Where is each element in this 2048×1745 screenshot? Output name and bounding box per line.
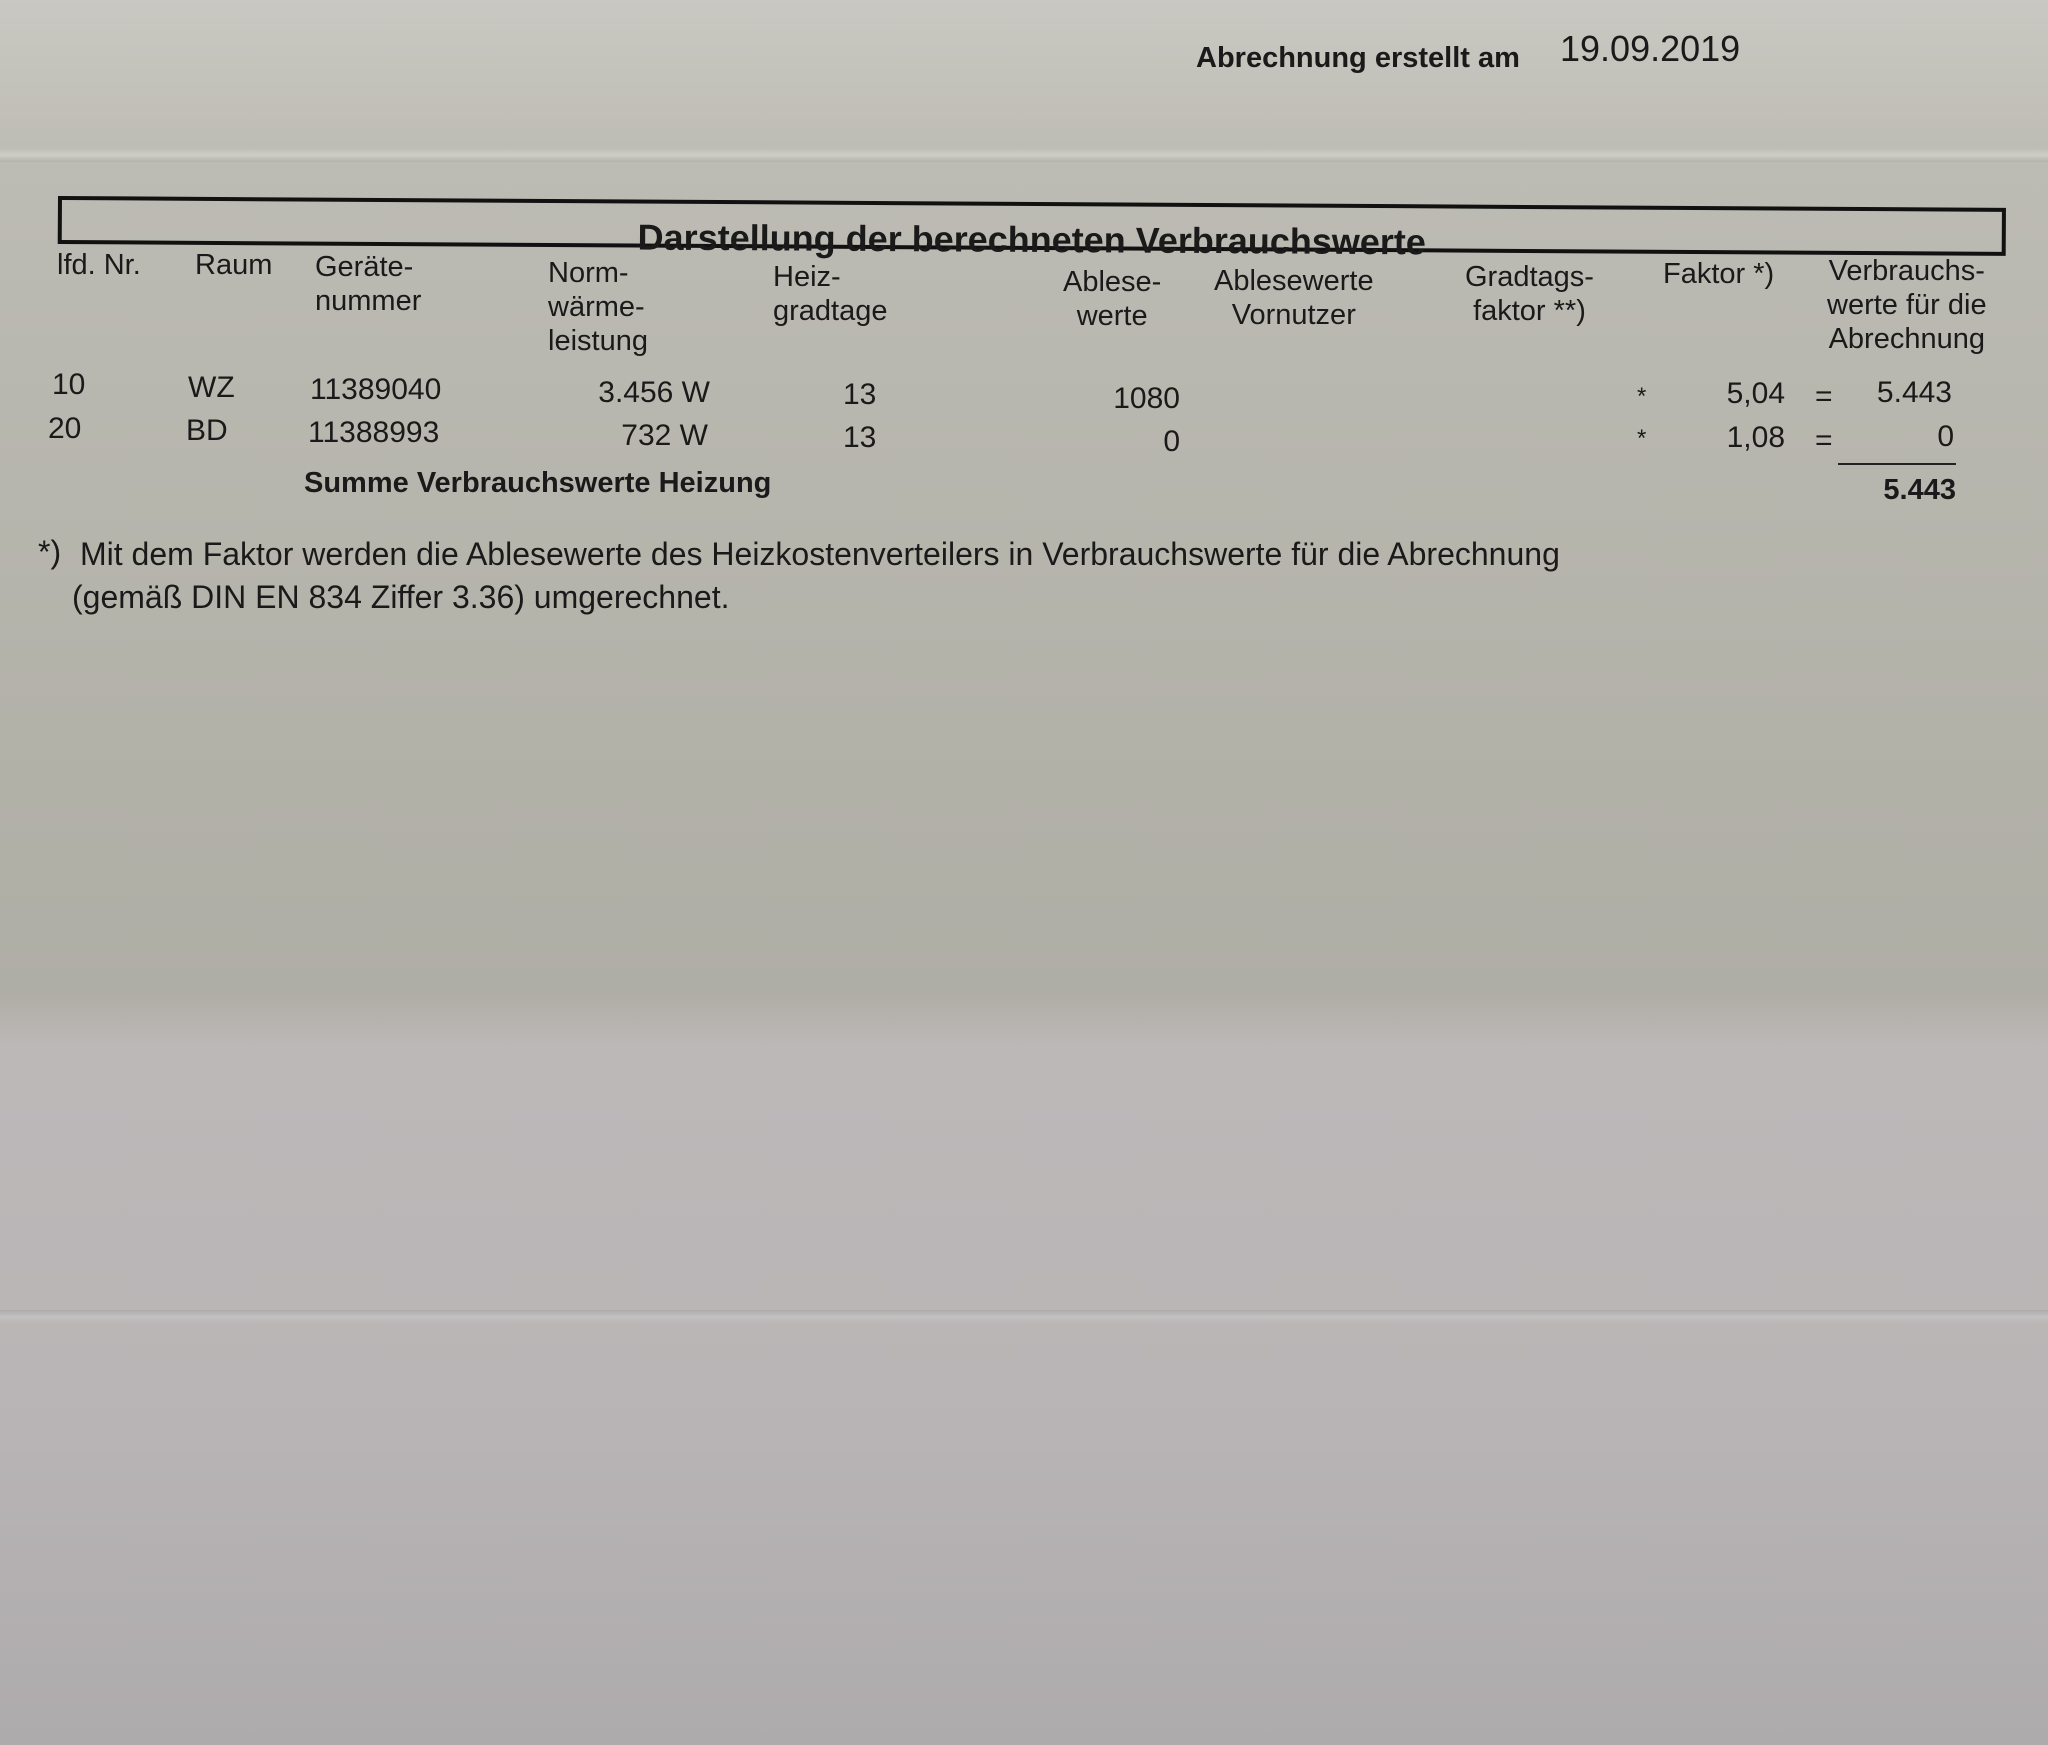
cell-faktor: 1,08 xyxy=(1726,421,1785,454)
col-header-raum: Raum xyxy=(195,249,273,281)
cell-eq: = xyxy=(1815,424,1833,457)
col-header-nr: lfd. Nr. xyxy=(57,249,141,281)
sum-label: Summe Verbrauchswerte Heizung xyxy=(304,467,772,499)
col-header-leistung: Norm- wärme- leistung xyxy=(548,257,648,357)
cell-geraet: 11388993 xyxy=(308,416,440,449)
cell-gradtage: 13 xyxy=(843,378,877,411)
cell-mul: * xyxy=(1637,383,1647,410)
table-title-box xyxy=(58,196,2006,263)
created-label: Abrechnung erstellt am xyxy=(1196,42,1520,74)
col-header-vornutzer: Ablesewerte Vornutzer xyxy=(1214,265,1374,331)
col-header-faktor: Faktor *) xyxy=(1663,258,1775,290)
cell-verbrauch: 5.443 xyxy=(1876,376,1952,409)
cell-leistung: 732 W xyxy=(621,419,708,452)
created-date: 19.09.2019 xyxy=(1560,28,1741,69)
cell-raum: WZ xyxy=(188,371,235,404)
cell-ablesewert: 1080 xyxy=(1113,382,1180,415)
col-header-ablesewerte: Ablese- werte xyxy=(1063,266,1162,332)
cell-faktor: 5,04 xyxy=(1726,377,1785,410)
cell-mul: * xyxy=(1637,425,1647,452)
cell-verbrauch: 0 xyxy=(1937,420,1954,453)
footnote-line-1: Mit dem Faktor werden die Ablesewerte des Heizkostenverteilers in Verbrauchswerte für die Abrechnung xyxy=(80,536,1560,572)
cell-raum: BD xyxy=(186,414,228,447)
footnote-marker: *) xyxy=(38,534,62,570)
cell-eq: = xyxy=(1815,380,1833,413)
table-title: Darstellung der berechneten Verbrauchswerte xyxy=(637,216,1427,263)
footnote-line-2: (gemäß DIN EN 834 Ziffer 3.36) umgerechnet. xyxy=(72,579,730,615)
cell-ablesewert: 0 xyxy=(1163,425,1180,458)
cell-geraet: 11389040 xyxy=(310,373,442,406)
sum-value: 5.443 xyxy=(1883,474,1956,506)
cell-nr: 10 xyxy=(52,368,86,401)
col-header-verbrauch: Verbrauchs- werte für die Abrechnung xyxy=(1827,255,1987,355)
paper-fold-top xyxy=(0,148,2048,162)
paper-fold-bottom xyxy=(0,1310,2048,1324)
cell-leistung: 3.456 W xyxy=(598,376,710,409)
cell-nr: 20 xyxy=(48,412,82,445)
col-header-geraet: Geräte- nummer xyxy=(315,251,422,317)
col-header-gradtagsfaktor: Gradtags- faktor **) xyxy=(1465,261,1594,327)
col-header-gradtage: Heiz- gradtage xyxy=(773,261,888,327)
sum-rule xyxy=(1838,463,1956,465)
cell-gradtage: 13 xyxy=(843,421,877,454)
